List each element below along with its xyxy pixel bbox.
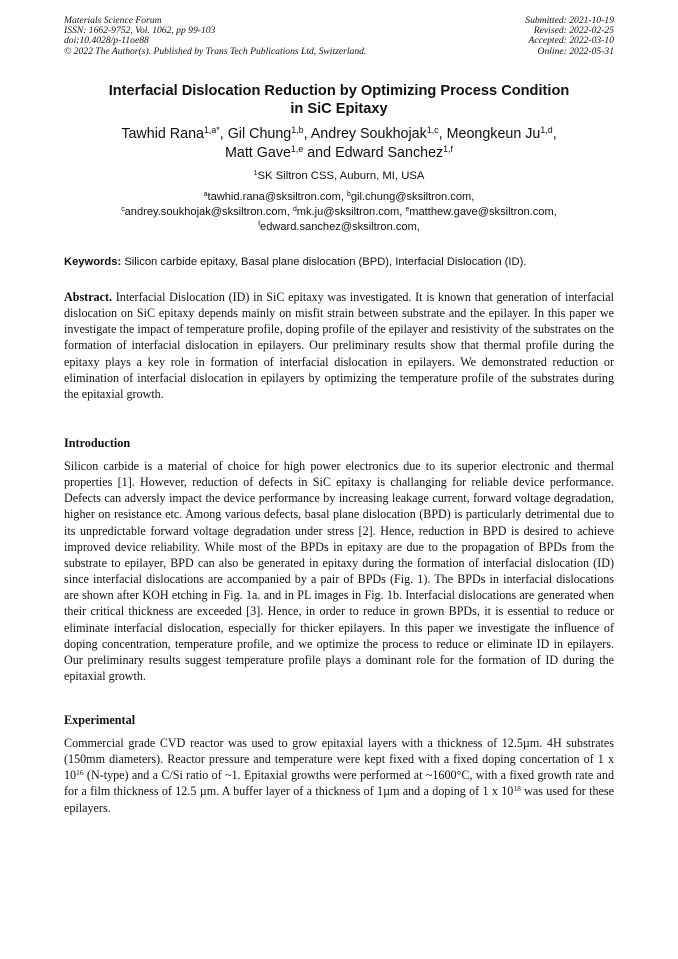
experimental-heading: Experimental <box>64 713 136 727</box>
author-name: Tawhid Rana <box>121 126 204 142</box>
email-list <box>64 190 614 235</box>
introduction-paragraph: Silicon carbide is a material of choice for high power electronics due to its superior electronic and thermal properties [1]. However, reduction of defects in SiC epitaxy is challanging for reliable device performance. Defects can adversly impact the device performance by increasing leakage current, forward voltage degradation, higher on resistance etc. Among various defects, basal plane dislocation (BPD) is particularly detrimental due to its unpredictable forward voltage degradation under stress [2]. Hence, reduction in BPD is desired to achieve improved device reliability. While most of the BPDs in epitaxy are due to the propagation of BPDs from the substrate to epilayer, BPD can also be generated in epitaxy during the formation of interfacial dislocation (ID) since interfacial dislocations are accompanied by a pair of BPDs (Fig. 1). The BPDs in interfacial dislocations are shown after KOH etching in Fig. 1a. and in PL images in Fig. 1b. Interfacial dislocations are generated when their critical thickness are exceeded [3]. Hence, in order to reduce in grown BPDs, it is essential to reduce or eliminate interfacial dislocation, especially for thicker epilayers. In this paper we investigate the influence of doping concentration, temperature profile, and we optimize the process to reduce or eliminate ID in epilayers. Our preliminary results suggest temperature profile plays a dominant role for the formation of ID during the epitaxial growth. <box>64 459 614 684</box>
email-address: mk.ju@sksiltron.com, <box>296 206 403 218</box>
revised-date: Revised: 2022-02-25 <box>533 25 614 37</box>
author-name: Andrey Soukhojak <box>310 126 427 142</box>
accepted-date: Accepted: 2022-03-10 <box>528 35 614 47</box>
title-line-2: in SiC Epitaxy <box>290 101 388 117</box>
experimental-text: Commercial grade CVD reactor was used to grow epitaxial layers with a thickness of 12.5µm. 4H substrates (150mm diameters). Reactor pressure and temperature were kept fixed with a fixed doping concertation of 1 x 10 <box>64 736 614 783</box>
affiliation-mark: 1 <box>253 170 258 178</box>
issn-line: ISSN: 1662-9752, Vol. 1062, pp 99-103 <box>64 25 216 37</box>
keywords-text: Silicon carbide epitaxy, Basal plane dislocation (BPD), Interfacial Dislocation (ID). <box>124 256 527 268</box>
author-affil-mark: 1,d <box>540 125 553 136</box>
affiliation-text: SK Siltron CSS, Auburn, MI, USA <box>257 170 425 182</box>
author-affil-mark: 1,c <box>426 125 439 136</box>
abstract-text: Interfacial Dislocation (ID) in SiC epitaxy was investigated. It is known that generation of interfacial dislocation on SiC epitaxy depends mainly on misfit strain between substrate and the epilayer. In this paper we investigate the impact of temperature profile, doping profile of the epilayer and resistivity of the substrates on the formation of interfacial dislocation in epilayers. Our preliminary results show that thermal profile during the epitaxy plays a key role in formation of interfacial dislocation in epilayers. We demonstrated reduction or elimination of interfacial dislocation in epilayers by optimizing the temperature profile of the substrates during the epitaxial growth. <box>64 290 614 401</box>
email-mark: c <box>121 206 125 214</box>
email-mark: f <box>258 221 261 229</box>
author-name: Gil Chung <box>227 126 292 142</box>
copyright-line: © 2022 The Author(s). Published by Trans Tech Publications Ltd, Switzerland. <box>64 45 367 57</box>
introduction-heading: Introduction <box>64 436 131 450</box>
experimental-text: (N-type) and a C/Si ratio of ~1. Epitaxial growths were performed at ~1600°C, with a fixed growth rate and for a film thickness of 12.5 µm. A buffer layer of a thickness of 1µm and a doping of 1 x 10 <box>64 768 614 799</box>
paper-title <box>64 82 614 118</box>
doi-line: doi:10.4028/p-11oe88 <box>64 35 149 47</box>
email-mark: e <box>405 206 410 214</box>
email-line-2 <box>64 205 614 220</box>
experimental-paragraph <box>64 735 614 816</box>
email-address: tawhid.rana@sksiltron.com, <box>207 191 344 203</box>
author-affil-mark: 1,b <box>291 125 304 136</box>
author-line-2 <box>64 144 614 163</box>
email-line-3 <box>64 220 614 235</box>
abstract <box>64 289 614 402</box>
title-line-1: Interfacial Dislocation Reduction by Optimizing Process Condition <box>108 83 570 99</box>
author-line-1: Tawhid Rana$^{1,a*}$, Gil Chung$^{1,b}$, Andrey Soukhojak$^{1,c}$, Meongkeun Ju$^{1,d}$, <box>121 125 557 142</box>
keywords <box>64 255 614 269</box>
email-line-1 <box>64 190 614 205</box>
author-affil-mark: 1,e <box>290 144 304 155</box>
email-address: matthew.gave@sksiltron.com, <box>409 206 557 218</box>
email-mark: a <box>203 191 208 199</box>
journal-header-right <box>525 16 614 57</box>
author-name: Edward Sanchez <box>335 145 444 161</box>
affiliation <box>64 169 614 183</box>
email-address: edward.sanchez@sksiltron.com, <box>260 221 420 233</box>
email-mark: b <box>347 191 351 199</box>
experimental-text: was used for these epilayers. <box>64 784 614 815</box>
author-affil-mark: 1,f <box>443 144 454 155</box>
email-address: gil.chung@sksiltron.com, <box>350 191 475 203</box>
exponent: 18 <box>513 784 521 794</box>
email-mark: d <box>292 206 297 214</box>
author-name: Matt Gave <box>224 145 291 161</box>
author-conjunction: and <box>307 145 332 161</box>
journal-header-left <box>64 16 366 57</box>
exponent: 16 <box>76 768 84 778</box>
author-affil-mark: 1,a* <box>203 125 220 136</box>
online-date: Online: 2022-05-31 <box>537 45 614 57</box>
keywords-label: Keywords: <box>64 256 122 268</box>
email-address: andrey.soukhojak@sksiltron.com, <box>124 206 290 218</box>
journal-name: Materials Science Forum <box>64 15 162 26</box>
abstract-label: Abstract. <box>64 290 113 304</box>
submitted-date: Submitted: 2021-10-19 <box>525 15 614 26</box>
author-name: Meongkeun Ju <box>446 126 541 142</box>
author-list <box>64 125 614 163</box>
